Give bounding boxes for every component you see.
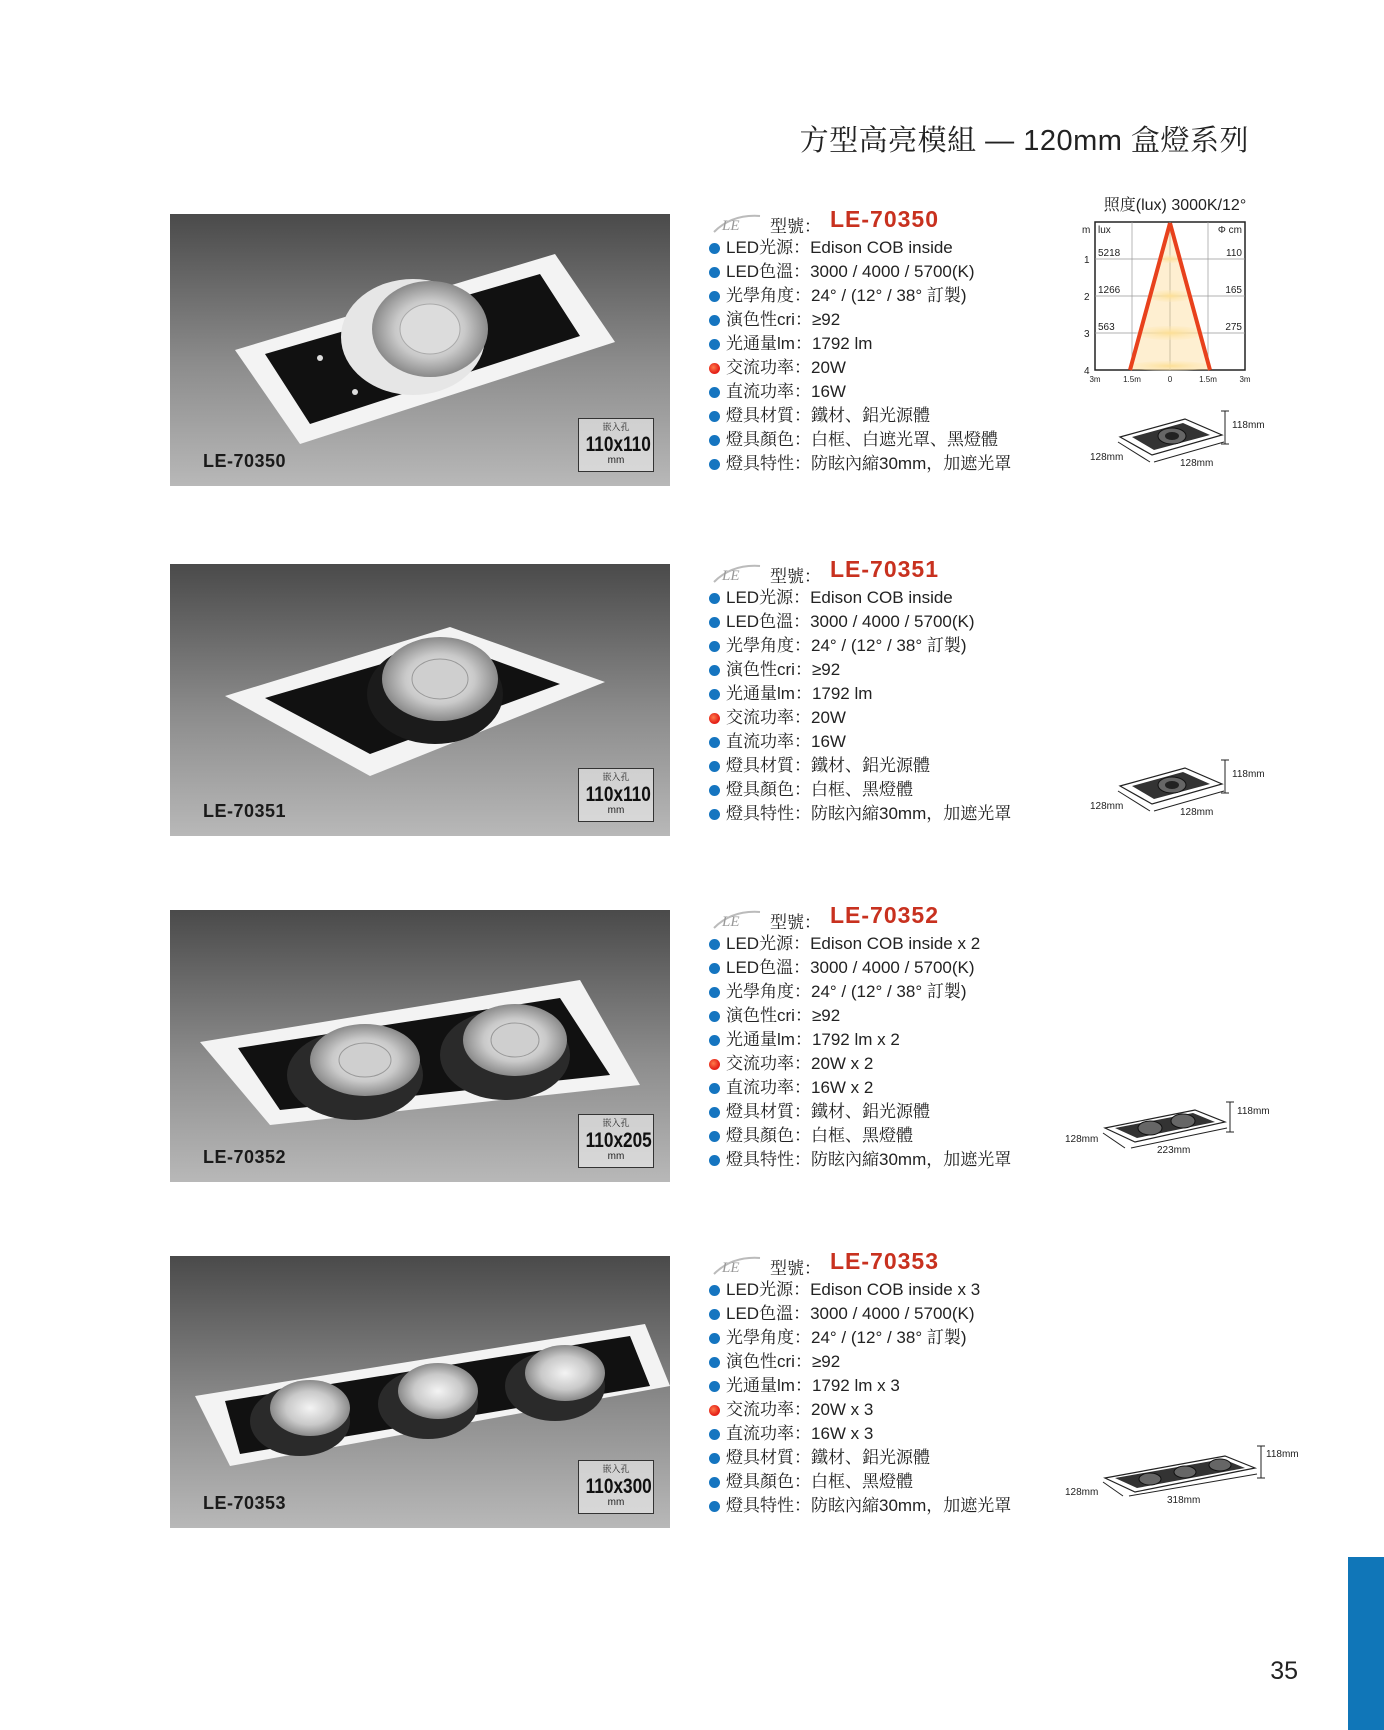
illuminance-title: 照度(lux) 3000K/12° [1103, 197, 1247, 214]
cutout-unit: mm [607, 805, 625, 816]
spec-item: LED色溫：3000 / 4000 / 5700(K) [708, 1302, 1068, 1326]
svg-text:128mm: 128mm [1180, 458, 1214, 469]
illuminance-diagram [1080, 196, 1260, 396]
bullet-dot-icon [709, 939, 720, 950]
bullet-dot-icon [709, 411, 720, 422]
cutout-label: 嵌入孔 [602, 1118, 630, 1128]
spec-item: 燈具材質：鐵材、鋁光源體 [708, 1446, 1068, 1470]
spec-item: 交流功率：20W x 3 [708, 1398, 1068, 1422]
bullet-dot-icon [709, 737, 720, 748]
model-row [708, 556, 1068, 586]
svg-text:128mm: 128mm [1090, 801, 1124, 812]
product-block [170, 197, 1280, 489]
svg-text:LE: LE [722, 1260, 740, 1276]
bullet-dot-icon [709, 785, 720, 796]
spec-item: 演色性cri：≥92 [708, 1350, 1068, 1374]
bullet-dot-icon [709, 1131, 720, 1142]
spec-item: LED色溫：3000 / 4000 / 5700(K) [708, 956, 1068, 980]
svg-text:3: 3 [1084, 329, 1090, 340]
spec-item: 直流功率：16W [708, 380, 1068, 404]
spec-item: 燈具特性：防眩內縮30mm，加遮光罩 [708, 802, 1068, 826]
bullet-dot-icon [709, 1381, 720, 1392]
svg-text:1: 1 [1084, 255, 1090, 266]
model-row [708, 902, 1068, 932]
cutout-size-box [578, 418, 654, 472]
bullet-dot-icon [709, 1035, 720, 1046]
svg-text:563: 563 [1098, 322, 1115, 333]
bullet-dot-icon [709, 315, 720, 326]
le-logo-icon [708, 562, 764, 584]
cutout-size-box [578, 1114, 654, 1168]
svg-text:5218: 5218 [1098, 248, 1121, 259]
bullet-dot-icon [709, 617, 720, 628]
svg-text:118mm: 118mm [1232, 420, 1265, 431]
bullet-dot-icon [709, 665, 720, 676]
svg-text:4: 4 [1084, 366, 1090, 377]
svg-text:LE: LE [722, 914, 740, 930]
svg-text:3m: 3m [1239, 375, 1251, 384]
spec-item: 燈具材質：鐵材、鋁光源體 [708, 404, 1068, 428]
bullet-dot-icon [709, 809, 720, 820]
svg-text:223mm: 223mm [1157, 1145, 1191, 1156]
svg-text:lux: lux [1098, 225, 1111, 236]
bullet-dot-icon [709, 689, 720, 700]
bullet-dot-red-icon [709, 713, 720, 724]
cutout-size: 110x110 [585, 433, 651, 456]
cutout-unit: mm [607, 1151, 625, 1162]
spec-item: 燈具特性：防眩內縮30mm，加遮光罩 [708, 1148, 1068, 1172]
spec-item: 光學角度：24° / (12° / 38° 訂製) [708, 634, 1068, 658]
svg-text:LE: LE [722, 218, 740, 234]
cutout-label: 嵌入孔 [602, 772, 630, 782]
spec-list [708, 206, 1068, 476]
spec-item: 光學角度：24° / (12° / 38° 訂製) [708, 1326, 1068, 1350]
bullet-dot-icon [709, 1011, 720, 1022]
model-label: 型號： [770, 217, 821, 236]
bullet-dot-red-icon [709, 1405, 720, 1416]
svg-text:318mm: 318mm [1167, 1495, 1201, 1506]
photo-model-caption: LE-70350 [203, 451, 287, 471]
bullet-dot-icon [709, 459, 720, 470]
bullet-dot-icon [709, 1309, 720, 1320]
bullet-dot-icon [709, 1333, 720, 1344]
product-photo [170, 1256, 670, 1528]
spec-item: 交流功率：20W [708, 706, 1068, 730]
bullet-dot-icon [709, 243, 720, 254]
bullet-dot-icon [709, 1083, 720, 1094]
svg-text:118mm: 118mm [1232, 769, 1265, 780]
bullet-dot-red-icon [709, 1059, 720, 1070]
product-photo [170, 910, 670, 1182]
svg-text:118mm: 118mm [1237, 1106, 1270, 1117]
bullet-dot-icon [709, 761, 720, 772]
cutout-unit: mm [607, 455, 625, 466]
spec-item: 光通量lm：1792 lm [708, 332, 1068, 356]
spec-item: 燈具材質：鐵材、鋁光源體 [708, 1100, 1068, 1124]
spec-item: 演色性cri：≥92 [708, 308, 1068, 332]
product-photo [170, 214, 670, 486]
dimension-drawing [1065, 1100, 1280, 1170]
product-photo [170, 564, 670, 836]
spec-item: LED光源：Edison COB inside x 2 [708, 932, 1068, 956]
spec-item: 燈具顏色：白框、黑燈體 [708, 778, 1068, 802]
model-row [708, 1248, 1068, 1278]
bullet-dot-icon [709, 987, 720, 998]
svg-text:3m: 3m [1089, 375, 1101, 384]
spec-item: 演色性cri：≥92 [708, 1004, 1068, 1028]
cutout-label: 嵌入孔 [602, 422, 630, 432]
product-block [170, 1248, 1299, 1531]
spec-item: 直流功率：16W x 2 [708, 1076, 1068, 1100]
spec-item: LED色溫：3000 / 4000 / 5700(K) [708, 610, 1068, 634]
spec-item: 燈具材質：鐵材、鋁光源體 [708, 754, 1068, 778]
dimension-drawing [1090, 409, 1280, 479]
spec-item: 光學角度：24° / (12° / 38° 訂製) [708, 980, 1068, 1004]
spec-item: LED光源：Edison COB inside x 3 [708, 1278, 1068, 1302]
product-block [170, 556, 1280, 839]
spec-item: 燈具特性：防眩內縮30mm，加遮光罩 [708, 1494, 1068, 1518]
spec-item: 燈具顏色：白框、黑燈體 [708, 1124, 1068, 1148]
spec-item: 燈具顏色：白框、黑燈體 [708, 1470, 1068, 1494]
svg-text:128mm: 128mm [1065, 1134, 1099, 1145]
svg-text:110: 110 [1226, 248, 1242, 259]
dimension-drawing [1090, 758, 1280, 828]
bullet-dot-icon [709, 1429, 720, 1440]
spec-list [708, 556, 1068, 826]
svg-text:m: m [1082, 225, 1091, 236]
cutout-size: 110x110 [585, 783, 651, 806]
svg-text:165: 165 [1225, 285, 1242, 296]
svg-text:1.5m: 1.5m [1123, 375, 1141, 384]
model-code: LE-70350 [830, 206, 940, 232]
spec-item: 光通量lm：1792 lm x 3 [708, 1374, 1068, 1398]
svg-text:128mm: 128mm [1180, 807, 1214, 818]
svg-text:1.5m: 1.5m [1199, 375, 1217, 384]
le-logo-icon [708, 908, 764, 930]
spec-item: 燈具顏色：白框、白遮光罩、黑燈體 [708, 428, 1068, 452]
cutout-size-box [578, 1460, 654, 1514]
model-row [708, 206, 1068, 236]
page-edge-tab [1348, 1557, 1384, 1730]
le-logo-icon [708, 212, 764, 234]
page-number: 35 [1270, 1657, 1298, 1685]
spec-item: 直流功率：16W x 3 [708, 1422, 1068, 1446]
spec-item: 光通量lm：1792 lm [708, 682, 1068, 706]
spec-item: 直流功率：16W [708, 730, 1068, 754]
spec-item: LED色溫：3000 / 4000 / 5700(K) [708, 260, 1068, 284]
spec-list [708, 1248, 1068, 1518]
svg-text:128mm: 128mm [1065, 1487, 1099, 1498]
bullet-dot-icon [709, 1107, 720, 1118]
bullet-dot-icon [709, 1155, 720, 1166]
svg-text:2: 2 [1084, 292, 1090, 303]
spec-item: 演色性cri：≥92 [708, 658, 1068, 682]
photo-model-caption: LE-70352 [203, 1147, 287, 1167]
spec-item: 光學角度：24° / (12° / 38° 訂製) [708, 284, 1068, 308]
model-label: 型號： [770, 567, 821, 586]
model-label: 型號： [770, 913, 821, 932]
svg-text:Φ cm: Φ cm [1217, 225, 1242, 236]
dimension-drawing [1065, 1444, 1299, 1514]
cutout-size: 110x300 [585, 1475, 652, 1498]
model-label: 型號： [770, 1259, 821, 1278]
spec-item: LED光源：Edison COB inside [708, 236, 1068, 260]
bullet-dot-icon [709, 1453, 720, 1464]
bullet-dot-icon [709, 339, 720, 350]
svg-text:128mm: 128mm [1090, 452, 1124, 463]
bullet-dot-icon [709, 387, 720, 398]
svg-text:0: 0 [1167, 375, 1173, 384]
bullet-dot-icon [709, 641, 720, 652]
cutout-size-box [578, 768, 654, 822]
bullet-dot-icon [709, 435, 720, 446]
model-code: LE-70351 [830, 556, 940, 582]
photo-model-caption: LE-70351 [203, 801, 287, 821]
bullet-dot-icon [709, 267, 720, 278]
bullet-dot-icon [709, 963, 720, 974]
svg-text:275: 275 [1225, 322, 1242, 333]
model-code: LE-70352 [830, 902, 940, 928]
cutout-size: 110x205 [585, 1129, 652, 1152]
bullet-dot-icon [709, 1285, 720, 1296]
cutout-label: 嵌入孔 [602, 1464, 630, 1474]
spec-item: 光通量lm：1792 lm x 2 [708, 1028, 1068, 1052]
svg-text:118mm: 118mm [1266, 1449, 1299, 1460]
bullet-dot-icon [709, 593, 720, 604]
cutout-unit: mm [607, 1497, 625, 1508]
bullet-dot-icon [709, 1477, 720, 1488]
spec-item: 交流功率：20W [708, 356, 1068, 380]
bullet-dot-icon [709, 1501, 720, 1512]
bullet-dot-icon [709, 291, 720, 302]
svg-text:1266: 1266 [1098, 285, 1121, 296]
page-title: 方型高亮模組 — 120mm 盒燈系列 [799, 125, 1249, 157]
photo-model-caption: LE-70353 [203, 1493, 287, 1513]
le-logo-icon [708, 1254, 764, 1276]
spec-item: 交流功率：20W x 2 [708, 1052, 1068, 1076]
spec-item: 燈具特性：防眩內縮30mm，加遮光罩 [708, 452, 1068, 476]
model-code: LE-70353 [830, 1248, 940, 1274]
product-block [170, 902, 1280, 1185]
spec-item: LED光源：Edison COB inside [708, 586, 1068, 610]
bullet-dot-icon [709, 1357, 720, 1368]
spec-list [708, 902, 1068, 1172]
svg-text:LE: LE [722, 568, 740, 584]
bullet-dot-red-icon [709, 363, 720, 374]
